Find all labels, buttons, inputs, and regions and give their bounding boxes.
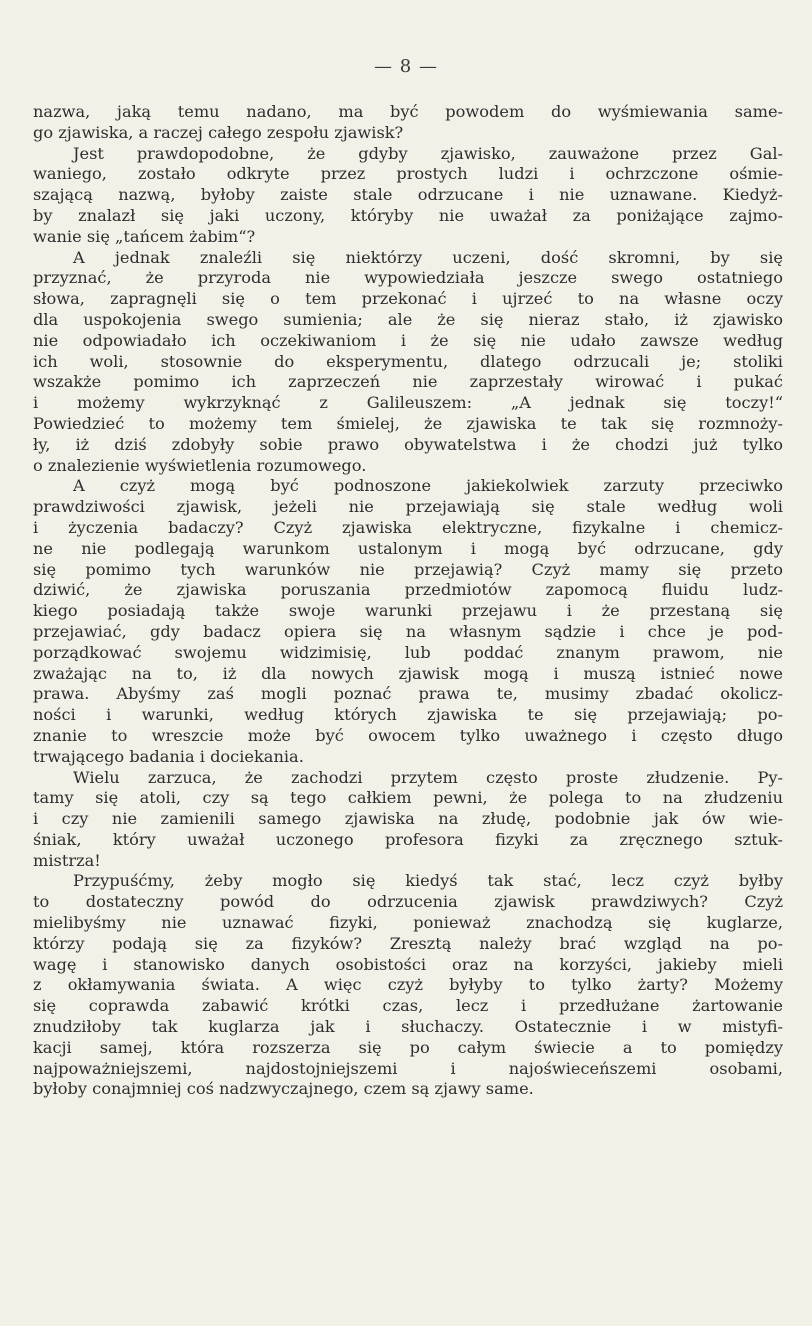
text-line: wszakże pomimo ich zaprzeczeń nie zaprzestały wirować i pukać — [33, 372, 783, 392]
text-line: kacji samej, która rozszerza się po całym świecie a to pomiędzy — [33, 1037, 783, 1057]
text-line: Wielu zarzuca, że zachodzi przytem często proste złudzenie. Py- — [73, 767, 783, 787]
text-line: którzy podają się za fizyków? Zresztą należy brać wzgląd na po- — [33, 933, 783, 953]
paragraph — [33, 871, 783, 1100]
text-line: o znalezienie wyświetlenia rozumowego. — [33, 455, 367, 475]
text-line: i możemy wykrzyknąć z Galileuszem: „A jednak się toczy!“ — [33, 393, 783, 413]
body-text — [33, 102, 783, 1100]
paragraph — [33, 102, 783, 144]
text-line: śniak, który uważał uczonego profesora fizyki za zręcznego sztuk- — [33, 829, 783, 849]
paragraph — [33, 248, 783, 477]
text-line: go zjawiska, a raczej całego zespołu zjawisk? — [33, 122, 404, 142]
text-line: ich woli, stosownie do eksperymentu, dlatego odrzucali je; stoliki — [33, 351, 783, 371]
text-line: wagę i stanowisko danych osobistości oraz na korzyści, jakieby mieli — [33, 954, 783, 974]
text-line: waniego, zostało odkryte przez prostych ludzi i ochrzczone ośmie- — [33, 164, 783, 184]
text-line: mielibyśmy nie uznawać fizyki, ponieważ znachodzą się kuglarze, — [33, 913, 783, 933]
text-line: trwającego badania i dociekania. — [33, 746, 304, 766]
text-line: to dostateczny powód do odrzucenia zjawisk prawdziwych? Czyż — [33, 892, 783, 912]
text-line: Przypuśćmy, żeby mogło się kiedyś tak stać, lecz czyż byłby — [73, 871, 783, 891]
text-line: najpoważniejszemi, najdostojniejszemi i najoświeceńszemi osobami, — [33, 1058, 783, 1078]
paragraph — [33, 768, 783, 872]
text-line: kiego posiadają także swoje warunki przejawu i że przestaną się — [33, 601, 783, 621]
text-line: zważając na to, iż dla nowych zjawisk mogą i muszą istnieć nowe — [33, 663, 783, 683]
text-line: tamy się atoli, czy są tego całkiem pewni, że polega to na złudzeniu — [33, 788, 783, 808]
text-line: ły, iż dziś zdobyły sobie prawo obywatelstwa i że chodzi już tylko — [33, 434, 783, 454]
text-line: się coprawda zabawić krótki czas, lecz i przedłużane żartowanie — [33, 996, 783, 1016]
text-line: Powiedzieć to możemy tem śmielej, że zjawiska te tak się rozmnoży- — [33, 413, 783, 433]
paragraph — [33, 476, 783, 767]
paragraph — [33, 144, 783, 248]
text-line: A jednak znaleźli się niektórzy uczeni, dość skromni, by się — [73, 247, 783, 267]
text-line: A czyż mogą być podnoszone jakiekolwiek zarzuty przeciwko — [73, 476, 783, 496]
text-line: wanie się „tańcem żabim“? — [33, 226, 256, 246]
text-line: dla uspokojenia swego sumienia; ale że się nieraz stało, iż zjawisko — [33, 309, 783, 329]
text-line: słowa, zapragnęli się o tem przekonać i ujrzeć to na własne oczy — [33, 289, 783, 309]
text-line: ne nie podlegają warunkom ustalonym i mogą być odrzucane, gdy — [33, 538, 783, 558]
text-line: prawa. Abyśmy zaś mogli poznać prawa te, musimy zbadać okolicz- — [33, 684, 783, 704]
text-line: znudziłoby tak kuglarza jak i słuchaczy. Ostatecznie i w mistyfi- — [33, 1017, 783, 1037]
text-line: się pomimo tych warunków nie przejawią? Czyż mamy się przeto — [33, 559, 783, 579]
page-number: — 8 — — [374, 56, 438, 77]
text-line: Jest prawdopodobne, że gdyby zjawisko, zauważone przez Gal- — [73, 143, 783, 163]
text-line: byłoby conajmniej coś nadzwyczajnego, czem są zjawy same. — [33, 1079, 534, 1099]
text-line: nazwa, jaką temu nadano, ma być powodem do wyśmiewania same- — [33, 102, 783, 121]
text-line: znanie to wreszcie może być owocem tylko uważnego i często długo — [33, 725, 783, 745]
text-line: i czy nie zamienili samego zjawiska na złudę, podobnie jak ów wie- — [33, 809, 783, 829]
text-line: prawdziwości zjawisk, jeżeli nie przejawiają się stale według woli — [33, 497, 783, 517]
text-line: przyznać, że przyroda nie wypowiedziała jeszcze swego ostatniego — [33, 268, 783, 288]
text-line: ności i warunki, według których zjawiska te się przejawiają; po- — [33, 705, 783, 725]
text-line: mistrza! — [33, 850, 101, 870]
text-line: z okłamywania świata. A więc czyż byłyby to tylko żarty? Możemy — [33, 975, 783, 995]
text-line: szającą nazwą, byłoby zaiste stale odrzucane i nie uznawane. Kiedyż- — [33, 185, 783, 205]
text-line: dziwić, że zjawiska poruszania przedmiotów zapomocą fluidu ludz- — [33, 580, 783, 600]
text-line: nie odpowiadało ich oczekiwaniom i że się nie udało zawsze według — [33, 330, 783, 350]
text-line: i życzenia badaczy? Czyż zjawiska elektryczne, fizykalne i chemicz- — [33, 517, 783, 537]
text-line: porządkować swojemu widzimisię, lub poddać znanym prawom, nie — [33, 642, 783, 662]
text-line: by znalazł się jaki uczony, któryby nie uważał za poniżające zajmo- — [33, 205, 783, 225]
text-line: przejawiać, gdy badacz opiera się na własnym sądzie i chce je pod- — [33, 621, 783, 641]
